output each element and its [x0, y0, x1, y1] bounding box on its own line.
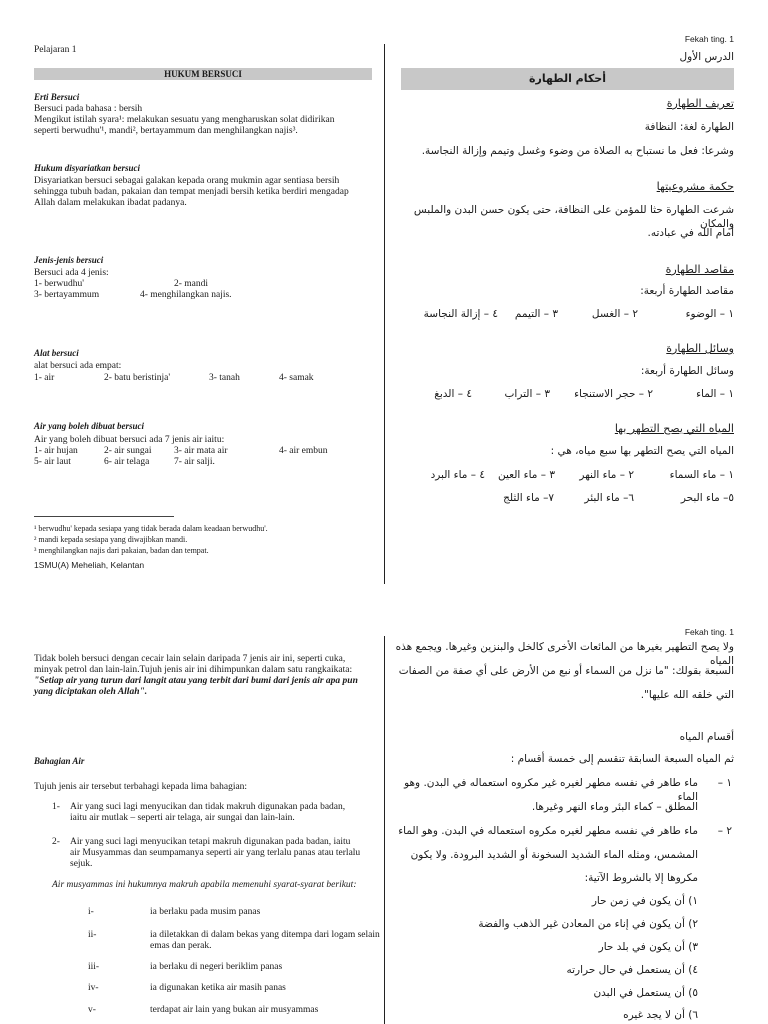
- text-line: Disyariatkan bersuci sebagai galakan kepada orang mukmin agar sentiasa bersih: [34, 176, 340, 186]
- list-item: 1- air hujan: [34, 446, 78, 456]
- list-item-arabic: ١ – ماء السماء: [669, 469, 734, 481]
- list-item: sejuk.: [70, 859, 93, 869]
- text-line: Bersuci ada 4 jenis:: [34, 268, 109, 278]
- list-item-arabic: المشمس، ومثله الماء الشديد السخونة أو الشديد البرودة. ولا يكون: [410, 849, 698, 861]
- list-item: ia diletakkan di dalam bekas yang ditempa dari logam selain: [150, 930, 380, 940]
- list-number: 1-: [52, 802, 60, 812]
- section-heading-arabic: حكمة مشروعيتها: [656, 180, 734, 193]
- list-item-arabic: مكروها إلا بالشروط الآتية:: [584, 872, 698, 884]
- list-item: 3- bertayammum: [34, 290, 100, 300]
- text-line: Tujuh jenis air tersebut terbahagi kepada lima bahagian:: [34, 782, 248, 792]
- list-item: Air yang suci lagi menyucikan dan tidak makruh digunakan pada badan,: [70, 802, 346, 812]
- list-item: 4- air embun: [279, 446, 328, 456]
- section-heading-arabic: وسائل الطهارة: [666, 342, 734, 355]
- text-line-arabic: وشرعا: فعل ما نستباح به الصلاة من وضوء وغسل وتيمم وإزالة النجاسة.: [421, 145, 734, 157]
- text-line-arabic: الطهارة لغة: النظافة: [644, 121, 734, 133]
- list-item-arabic: ٢ – الغسل: [591, 308, 638, 320]
- list-item-arabic: ٣ – ماء العين: [497, 469, 555, 481]
- list-item: 2- mandi: [174, 279, 209, 289]
- condition-item-arabic: ١) أن يكون في زمن حار: [591, 895, 698, 907]
- text-line: Mengikut istilah syara¹: melakukan sesuatu yang mengharuskan solat didirikan: [34, 115, 335, 125]
- section-heading-arabic: أقسام المياه: [679, 731, 734, 743]
- text-line-arabic: وسائل الطهارة أربعة:: [640, 365, 734, 377]
- text-line: Bersuci pada bahasa : bersih: [34, 104, 143, 114]
- list-item-arabic: ماء طاهر في نفسه مطهر لغيره مكروه استعماله في البدن. وهو الماء: [398, 825, 698, 837]
- list-item-arabic: ٦– ماء البئر: [584, 492, 634, 504]
- list-number: ii-: [88, 930, 97, 940]
- section-heading: Bahagian Air: [34, 756, 85, 766]
- list-item: 3- tanah: [209, 373, 240, 383]
- list-number: i-: [88, 907, 94, 917]
- list-item-arabic: ٢ – ماء النهر: [579, 469, 634, 481]
- text-line-arabic: السبعة بقولك: "ما نزل من السماء أو نبع من الأرض على أي صفة من الصفات: [398, 665, 734, 677]
- section-heading: Jenis-jenis bersuci: [34, 255, 104, 265]
- condition-item-arabic: ٢) أن يكون في إناء من المعادن غير الذهب والفضة: [478, 918, 698, 930]
- list-item: 2- batu beristinja': [104, 373, 171, 383]
- section-heading: Hukum disyariatkan bersuci: [34, 163, 141, 173]
- list-item: terdapat air lain yang bukan air musyammas: [150, 1005, 319, 1015]
- section-heading-arabic: تعريف الطهارة: [666, 97, 734, 110]
- list-number: iv-: [88, 983, 99, 993]
- list-item: ia digunakan ketika air masih panas: [150, 983, 286, 993]
- section-heading-arabic: مقاصد الطهارة: [665, 263, 734, 276]
- list-item: Air yang suci lagi menyucikan tetapi makruh digunakan pada badan, iaitu: [70, 837, 351, 847]
- text-line: Air musyammas ini hukumnya makruh apabila memenuhi syarat-syarat berikut:: [52, 880, 357, 890]
- condition-item-arabic: ٥) أن يستعمل في البدن: [593, 987, 698, 999]
- section-heading-arabic: المياه التي يصح التطهر بها: [614, 422, 734, 435]
- section-heading: Erti Bersuci: [34, 92, 80, 102]
- text-line: sehingga tubuh badan, pakaian dan tempat menjadi bersih ketika berdiri mengadap: [34, 187, 349, 197]
- page1-column-divider: [384, 44, 385, 584]
- list-number: v-: [88, 1005, 96, 1015]
- text-line: alat bersuci ada empat:: [34, 361, 122, 371]
- lesson-label: Pelajaran 1: [34, 45, 77, 55]
- footnote: ² mandi kepada sesiapa yang diwajibkan mandi.: [34, 535, 188, 544]
- text-line: seperti berwudhu'¹, mandi², bertayammum dan menghilangkan najis³.: [34, 126, 298, 136]
- list-item: iaitu air mutlak – seperti air telaga, air sungai dan lain-lain.: [70, 813, 295, 823]
- text-line: Tidak boleh bersuci dengan cecair lain selain daripada 7 jenis air ini, seperti cuka,: [34, 654, 346, 664]
- list-item-arabic: ٤ – الدبغ: [434, 388, 472, 400]
- school-footer: 1SMU(A) Meheliah, Kelantan: [34, 560, 145, 570]
- list-item-arabic: ٤ – إزالة النجاسة: [423, 308, 498, 320]
- list-number: iii-: [88, 962, 100, 972]
- list-item: 2- air sungai: [104, 446, 152, 456]
- list-item: 7- air salji.: [174, 457, 215, 467]
- list-item-arabic: ٢ – حجر الاستنجاء: [574, 388, 653, 400]
- list-item-arabic: ١ – الماء: [696, 388, 734, 400]
- list-item: 6- air telaga: [104, 457, 150, 467]
- section-heading: Alat bersuci: [34, 348, 79, 358]
- lesson-label-arabic: الدرس الأول: [679, 51, 734, 63]
- condition-item-arabic: ٤) أن يستعمل في حال حرارته: [566, 964, 698, 976]
- text-line-arabic: مقاصد الطهارة أربعة:: [640, 285, 734, 297]
- page2-column-divider: [384, 636, 385, 1024]
- list-item: 3- air mata air: [174, 446, 228, 456]
- text-line-arabic: ثم المياه السبعة السابقة تنقسم إلى خمسة أقسام :: [510, 753, 734, 765]
- text-line-arabic: التي خلقه الله عليها".: [640, 689, 734, 701]
- page-title-bar: HUKUM BERSUCI: [34, 68, 372, 80]
- text-line: Allah dalam melakukan ibadat padanya.: [34, 198, 187, 208]
- condition-item-arabic: ٦) أن لا يجد غيره: [623, 1009, 698, 1021]
- section-heading: Air yang boleh dibuat bersuci: [34, 421, 145, 431]
- list-item-arabic: ٣ – التيمم: [514, 308, 558, 320]
- condition-item-arabic: ٣) أن يكون في بلد حار: [598, 941, 698, 953]
- list-item-arabic: ٤ – ماء البرد: [430, 469, 485, 481]
- text-line-arabic: ولا يصح التطهير بغيرها من المائعات الأخرى كالخل والبنزين وغيرها. ويجمع هذه المياه: [395, 641, 734, 667]
- list-item-arabic: ماء طاهر في نفسه مطهر لغيره غير مكروه استعماله في البدن. وهو الماء: [404, 777, 698, 803]
- list-item: 1- air: [34, 373, 55, 383]
- list-number-arabic: ١ –: [717, 777, 732, 789]
- text-line: Air yang boleh dibuat bersuci ada 7 jenis air iaitu:: [34, 435, 225, 445]
- text-line-arabic: شرعت الطهارة حثا للمؤمن على النظافة، حتى يكون حسن البدن والملبس والمكان: [413, 204, 734, 230]
- list-number: 2-: [52, 837, 60, 847]
- footnote: ³ menghilangkan najis dari pakaian, badan dan tempat.: [34, 546, 209, 555]
- quote-line: yang diciptakan oleh Allah".: [34, 687, 148, 697]
- list-item-arabic: المطلق – كماء البئر وماء النهر وغيرها.: [531, 801, 698, 813]
- text-line: minyak petrol dan lain-lain.Tujuh jenis air ini dihimpunkan dalam satu rangkaikata:: [34, 665, 353, 675]
- list-item-arabic: ٣ – التراب: [504, 388, 550, 400]
- list-item-arabic: ١ – الوضوء: [685, 308, 734, 320]
- list-item: 4- menghilangkan najis.: [140, 290, 232, 300]
- list-item: 5- air laut: [34, 457, 71, 467]
- list-item: 4- samak: [279, 373, 314, 383]
- list-item: 1- berwudhu': [34, 279, 84, 289]
- course-label: Fekah ting. 1: [684, 34, 734, 44]
- page-title-bar-arabic: أحكام الطهارة: [401, 68, 734, 90]
- list-number-arabic: ٢ –: [717, 825, 732, 837]
- text-line-arabic: المياه التي يصح التطهر بها سبع مياه، هي :: [550, 445, 734, 457]
- list-item-arabic: ٥– ماء البحر: [680, 492, 734, 504]
- footnote-separator: [34, 516, 174, 517]
- list-item-arabic: ٧– ماء الثلج: [503, 492, 554, 504]
- quote-line: "Setiap air yang turun dari langit atau yang terbit dari bumi dari jenis air apa pun: [34, 676, 358, 686]
- list-item: ia berlaku di negeri beriklim panas: [150, 962, 283, 972]
- list-item: emas dan perak.: [150, 941, 212, 951]
- course-label: Fekah ting. 1: [684, 627, 734, 637]
- footnote: ¹ berwudhu' kepada sesiapa yang tidak berada dalam keadaan berwudhu'.: [34, 524, 268, 533]
- list-item: air Musyammas dan seumpamanya seperti air yang terlalu panas atau terlalu: [70, 848, 361, 858]
- text-line-arabic: أمام الله في عبادته.: [647, 227, 734, 239]
- list-item: ia berlaku pada musim panas: [150, 907, 261, 917]
